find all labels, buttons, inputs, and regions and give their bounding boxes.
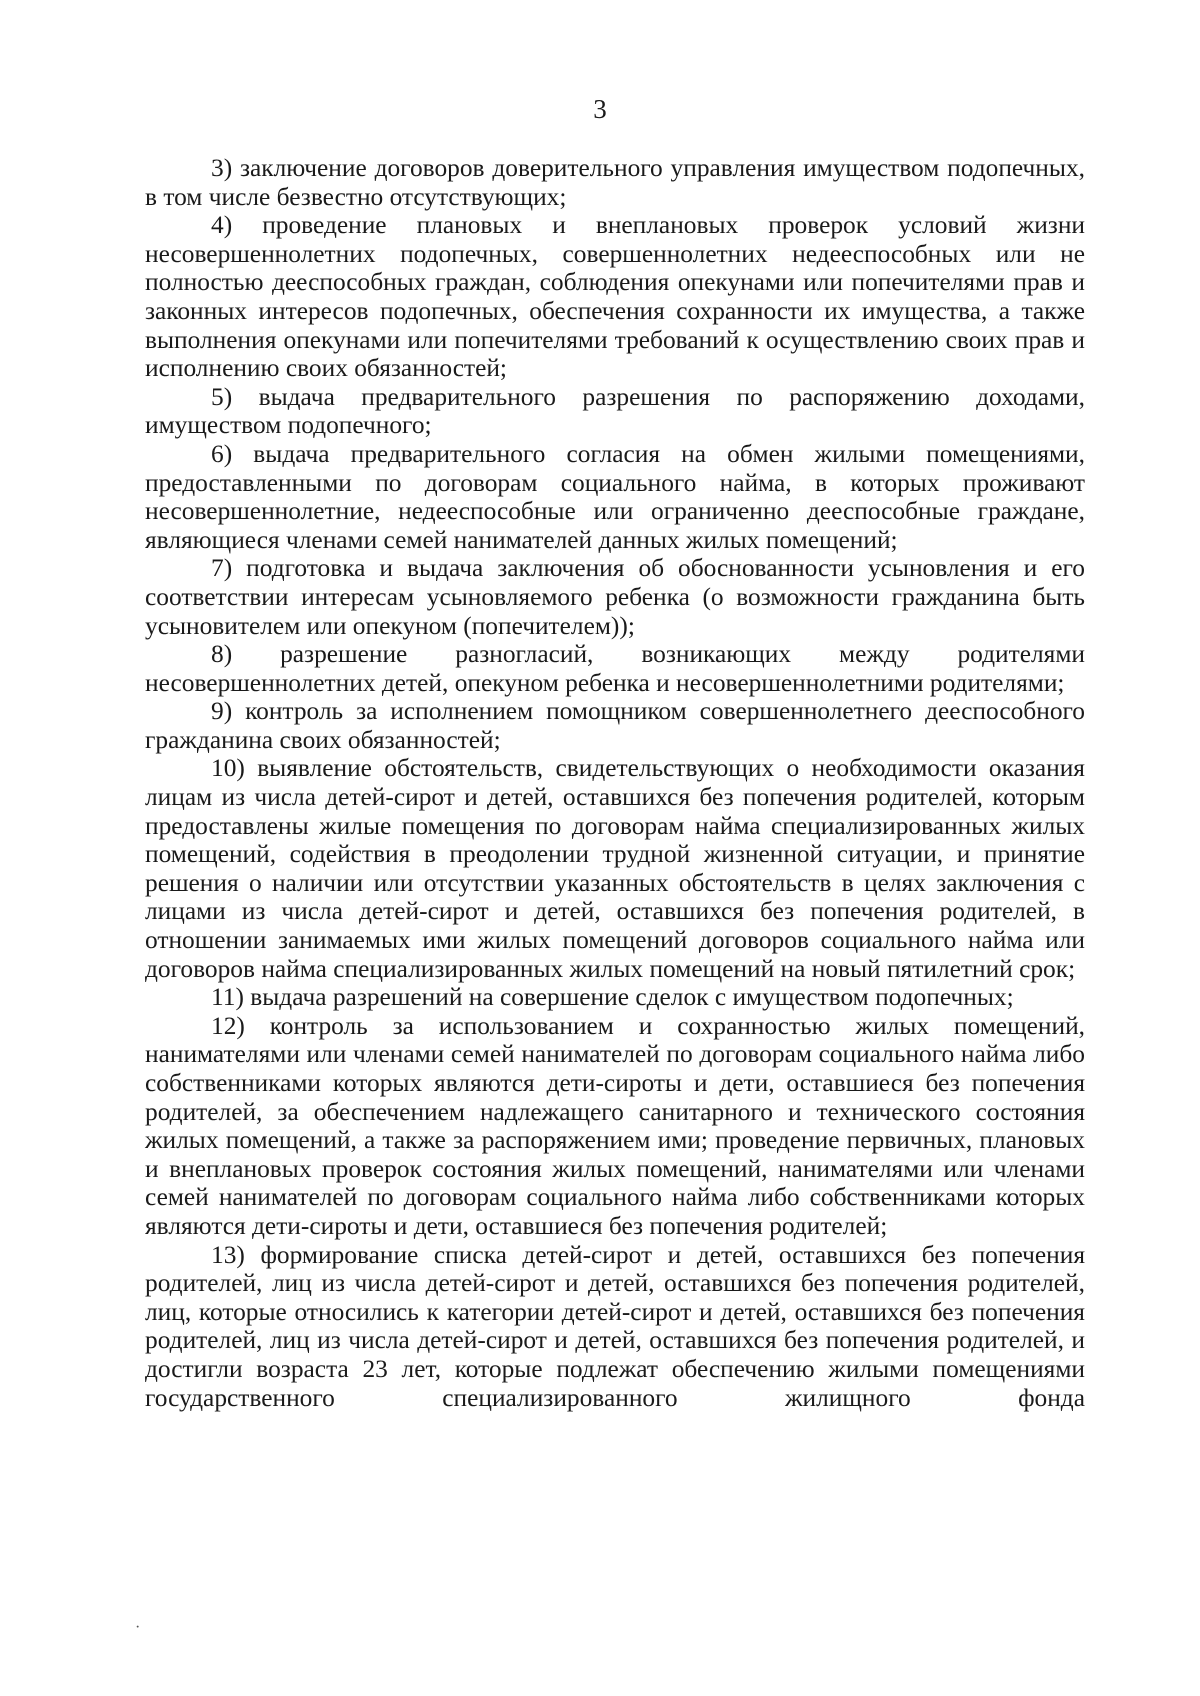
list-item-12: 12) контроль за использованием и сохранностью жилых помещений, нанимателями или членами семей нанимателей по договорам социального найма либо собственниками которых являются дети-сироты и дети, оставшиеся без попечения родителей, за обеспечением надлежащего санитарного и технического состояния жилых помещений, а также за распоряжением ими; проведение первичных, плановых и внеплановых проверок состояния жилых помещений, нанимателями или членами семей нанимателей по договорам социального найма либо собственниками которых являются дети-сироты и дети, оставшиеся без попечения родителей; [145, 1011, 1085, 1240]
list-item-10: 10) выявление обстоятельств, свидетельствующих о необходимости оказания лицам из числа детей-сирот и детей, оставшихся без попечения родителей, которым предоставлены жилые помещения по договорам найма специализированных жилых помещений, содействия в преодолении трудной жизненной ситуации, и принятие решения о наличии или отсутствии указанных обстоятельств в целях заключения с лицами из числа детей-сирот и детей, оставшихся без попечения родителей, в отношении занимаемых ими жилых помещений договоров социального найма или договоров найма специализированных жилых помещений на новый пятилетний срок; [145, 754, 1085, 983]
page-number: 3 [593, 94, 607, 124]
list-item-7: 7) подготовка и выдача заключения об обоснованности усыновления и его соответствии интересам усыновляемого ребенка (о возможности гражданина быть усыновителем или опекуном (попечителем)); [145, 554, 1085, 640]
scan-speck: · [135, 1619, 141, 1636]
list-item-4: 4) проведение плановых и внеплановых проверок условий жизни несовершеннолетних подопечных, совершеннолетних недееспособных или не полностью дееспособных граждан, соблюдения опекунами или попечителями прав и законных интересов подопечных, обеспечения сохранности их имущества, а также выполнения опекунами или попечителями требований к осуществлению своих прав и исполнению своих обязанностей; [145, 211, 1085, 383]
document-body [145, 154, 1085, 1412]
list-item-3: 3) заключение договоров доверительного управления имуществом подопечных, в том числе безвестно отсутствующих; [145, 154, 1085, 211]
list-item-13: 13) формирование списка детей-сирот и детей, оставшихся без попечения родителей, лиц из числа детей-сирот и детей, оставшихся без попечения родителей, лиц, которые относились к категории детей-сирот и детей, оставшихся без попечения родителей, лиц из числа детей-сирот и детей, оставшихся без попечения родителей, и достигли возраста 23 лет, которые подлежат обеспечению жилыми помещениями государственного специализированного жилищного фонда [145, 1240, 1085, 1412]
list-item-6: 6) выдача предварительного согласия на обмен жилыми помещениями, предоставленными по договорам социального найма, в которых проживают несовершеннолетние, недееспособные или ограниченно дееспособные граждане, являющиеся членами семей нанимателей данных жилых помещений; [145, 439, 1085, 554]
list-item-11: 11) выдача разрешений на совершение сделок с имуществом подопечных; [211, 983, 1014, 1012]
list-item-5: 5) выдача предварительного разрешения по распоряжению доходами, имуществом подопечного; [145, 382, 1085, 440]
list-item-8: 8) разрешение разногласий, возникающих между родителями несовершеннолетних детей, опекуном ребенка и несовершеннолетними родителями; [145, 640, 1085, 697]
list-item-9: 9) контроль за исполнением помощником совершеннолетнего дееспособного гражданина своих обязанностей; [145, 697, 1085, 754]
